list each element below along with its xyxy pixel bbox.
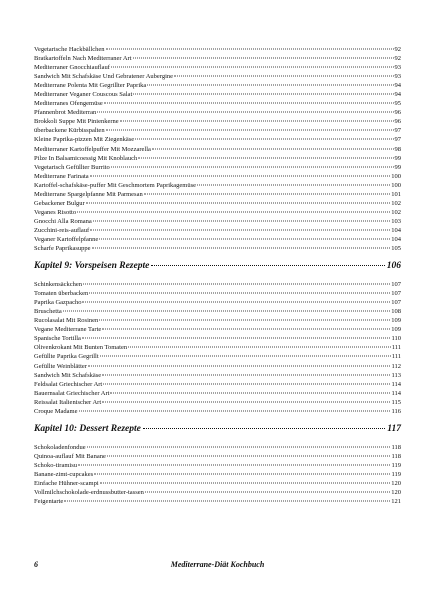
entry-title: Mediterranes Ofengemüse [34,100,103,108]
dot-leader [145,492,390,493]
dot-leader [133,94,393,95]
dot-leader [144,193,391,194]
entry-page: 92 [394,55,401,63]
entry-title: Gefüllte Paprika Gegrillt [34,353,99,361]
entry-page: 96 [394,109,401,117]
dot-leader [106,49,394,50]
dot-leader [78,464,391,465]
chapter-page: 106 [386,261,401,272]
entry-title: Vollmilchschokolade-erdnussbutter-tassen [34,489,144,497]
table-of-contents [34,45,401,506]
toc-entry[interactable] [34,154,401,163]
toc-entry[interactable] [34,307,401,316]
entry-page: 112 [391,362,401,370]
entry-page: 109 [391,317,401,325]
entry-page: 111 [391,344,401,352]
toc-entry[interactable] [34,217,401,226]
entry-title: Vegetarische Hackbällchen [34,46,105,53]
toc-entry[interactable] [34,172,401,181]
page-number: 6 [34,560,38,569]
toc-entry[interactable] [34,343,401,352]
dot-leader [77,211,390,212]
toc-entry[interactable] [34,199,401,208]
entry-title: Scharfe Paprikasuppe [34,245,91,253]
entry-page: 107 [391,281,401,289]
dot-leader [174,76,393,77]
dot-leader [111,166,394,167]
toc-entry[interactable] [34,316,401,325]
entry-page: 99 [394,163,401,171]
dot-leader [147,85,393,86]
entry-title: Feldsalat Griechischer Art [34,380,103,388]
dot-leader [82,338,391,339]
dot-leader [197,184,390,185]
toc-entry[interactable] [34,235,401,244]
entry-title: Zucchini-reis-auflauf [34,226,90,234]
entry-title: Sandwich Mit Schafskäse [34,371,102,379]
chapter-title: Kapitel 10: Dessert Rezepte [34,423,141,434]
toc-entry[interactable] [34,452,401,461]
dot-leader [102,374,390,375]
toc-entry[interactable] [34,352,401,361]
dot-leader [104,103,394,104]
entry-page: 111 [391,353,401,361]
entry-page: 94 [394,82,401,90]
entry-page: 109 [391,326,401,334]
dot-leader [111,67,394,68]
entry-page: 114 [391,380,401,388]
entry-title: Tomaten überbacken [34,290,89,298]
toc-entry[interactable] [34,443,401,452]
entry-page: 94 [394,91,401,99]
dot-leader [64,501,390,502]
entry-title: Kartoffel-schafskäse-puffer Mit Geschmortem Paprikagemüse [34,181,197,189]
toc-entry[interactable] [34,398,401,407]
entry-title: Bruschetta [34,308,62,316]
entry-page: 96 [394,118,401,126]
entry-page: 110 [391,335,401,343]
dot-leader [87,446,391,447]
dot-leader [128,347,391,348]
entry-page: 108 [391,308,401,316]
dot-leader [92,248,391,249]
entry-page: 114 [391,389,401,397]
entry-title: Veganes Risotto [34,208,77,216]
toc-entry[interactable] [34,145,401,154]
entry-title: Mediterrane Farinata [34,172,89,180]
entry-page: 93 [394,73,401,81]
entry-title: Schokoladenfondue [34,443,86,451]
entry-title: Gebackener Bulgur [34,199,85,207]
entry-title: Pfannenbrot Mediterran [34,109,97,117]
entry-title: Mediterraner Gnocchiauflauf [34,64,110,72]
dot-leader [106,130,394,131]
toc-entry[interactable] [34,81,401,90]
entry-page: 99 [394,154,401,162]
toc-entry[interactable] [34,380,401,389]
toc-entry[interactable] [34,226,401,235]
toc-entry[interactable] [34,208,401,217]
entry-page: 113 [391,371,401,379]
toc-entry[interactable] [34,45,401,54]
toc-entry[interactable] [34,126,401,135]
entry-page: 107 [391,290,401,298]
dot-leader [107,455,391,456]
entry-page: 100 [391,172,401,180]
entry-title: Vegane Mediterrane Tarte [34,326,102,334]
dot-leader [94,473,390,474]
entry-title: Mediterrane Spargelpfanne Mit Parmesan [34,190,143,198]
toc-entry[interactable] [34,389,401,398]
entry-page: 116 [391,407,401,415]
toc-entry[interactable] [34,334,401,343]
toc-entry[interactable] [34,497,401,506]
dot-leader [120,121,394,122]
dot-leader [151,265,384,266]
entry-title: Paprika Gazpacho [34,299,82,307]
toc-entry[interactable] [34,54,401,63]
dot-leader [97,112,393,113]
dot-leader [100,482,391,483]
entry-page: 102 [391,208,401,216]
dot-leader [102,401,390,402]
entry-title: Sandwich Mit Schafskäse Und Gebratener Aubergine [34,73,174,81]
dot-leader [133,58,394,59]
entry-title: Feigentarte [34,498,64,506]
dot-leader [103,383,390,384]
toc-list-chapter-10 [34,443,401,506]
entry-page: 102 [391,199,401,207]
entry-title: Mediterrane Polenta Mit Gegrillter Paprika [34,82,147,90]
toc-list-chapter-9 [34,280,401,416]
dot-leader [135,139,393,140]
book-title: Mediterrane-Diät Kochbuch [170,560,265,569]
entry-title: Einfache Hühner-scampi [34,479,99,487]
toc-entry[interactable] [34,163,401,172]
toc-entry[interactable] [34,479,401,488]
entry-page: 119 [391,470,401,478]
entry-page: 93 [394,64,401,72]
dot-leader [99,320,390,321]
toc-entry[interactable] [34,72,401,81]
entry-page: 120 [391,489,401,497]
entry-page: 121 [391,498,401,506]
entry-title: Banane-zimt-cupcakes [34,470,94,478]
toc-entry[interactable] [34,407,401,416]
entry-title: Mediterraner Veganer Couscous Salat [34,91,133,99]
dot-leader [99,238,390,239]
entry-title: Olivenkrokant Mit Bunten Tomaten [34,344,128,352]
chapter-title: Kapitel 9: Vorspeisen Rezepte [34,261,150,272]
entry-page: 100 [391,181,401,189]
toc-entry[interactable] [34,362,401,371]
entry-title: Spanische Tortilla [34,335,81,343]
chapter-heading[interactable] [34,423,401,436]
toc-list-chapter-8 [34,45,401,253]
entry-title: Gefüllte Weinblätter [34,362,87,370]
entry-title: Croque Madame [34,407,78,415]
toc-entry[interactable] [34,244,401,253]
dot-leader [100,356,391,357]
dot-leader [93,220,390,221]
entry-page: 101 [391,190,401,198]
entry-page: 115 [391,398,401,406]
entry-page: 97 [394,127,401,135]
dot-leader [110,392,390,393]
dot-leader [138,157,393,158]
entry-title: überbackene Kürbisspalten [34,127,105,135]
entry-page: 97 [394,136,401,144]
toc-entry[interactable] [34,280,401,289]
dot-leader [83,284,390,285]
dot-leader [102,329,390,330]
entry-title: Reissalat Italienischer Art [34,398,102,406]
entry-page: 103 [391,217,401,225]
entry-page: 92 [394,46,401,53]
toc-entry[interactable] [34,298,401,307]
toc-entry[interactable] [34,371,401,380]
entry-page: 118 [391,443,401,451]
toc-entry[interactable] [34,99,401,108]
dot-leader [152,148,394,149]
page-footer [34,560,401,572]
toc-entry[interactable] [34,190,401,199]
toc-entry[interactable] [34,488,401,497]
dot-leader [82,302,390,303]
entry-title: Gnocchi Alla Romana [34,217,92,225]
entry-title: Pilze In Balsamicoessig Mit Knoblauch [34,154,138,162]
entry-page: 107 [391,299,401,307]
toc-entry[interactable] [34,289,401,298]
toc-entry[interactable] [34,325,401,334]
toc-entry[interactable] [34,461,401,470]
chapter-page: 117 [387,423,401,434]
entry-page: 120 [391,479,401,487]
chapter-heading[interactable] [34,260,401,273]
dot-leader [88,365,391,366]
dot-leader [63,311,390,312]
dot-leader [90,175,391,176]
toc-entry[interactable] [34,108,401,117]
entry-title: Vegetarisch Gefüllter Burrito [34,163,110,171]
toc-entry[interactable] [34,470,401,479]
entry-title: Quinoa-auflauf Mit Banane [34,452,106,460]
toc-entry[interactable] [34,181,401,190]
dot-leader [86,202,391,203]
entry-page: 118 [391,452,401,460]
entry-title: Veganer Kartoffelpfanne [34,235,99,243]
toc-entry[interactable] [34,135,401,144]
toc-entry[interactable] [34,63,401,72]
entry-title: Schoko-tiramisu [34,461,77,469]
dot-leader [90,229,390,230]
entry-title: Rucolasalat Mit Rosinen [34,317,99,325]
entry-page: 104 [391,226,401,234]
entry-page: 104 [391,235,401,243]
entry-title: Kleine Paprika-pizzen Mit Ziegenkäse [34,136,135,144]
entry-page: 105 [391,245,401,253]
dot-leader [143,428,385,429]
entry-title: Brokkoli Suppe Mit Pinienkerne [34,118,119,126]
entry-title: Bauernsalat Griechischer Art [34,389,110,397]
entry-title: Schinkensäckchen [34,281,83,289]
toc-entry[interactable] [34,117,401,126]
dot-leader [79,410,391,411]
entry-title: Mediterraner Kartoffelpuffer Mit Mozzarella [34,145,151,153]
dot-leader [89,293,390,294]
entry-title: Bratkartoffeln Nach Mediterraner Art [34,55,132,63]
entry-page: 98 [394,145,401,153]
entry-page: 95 [394,100,401,108]
entry-page: 119 [391,461,401,469]
toc-entry[interactable] [34,90,401,99]
